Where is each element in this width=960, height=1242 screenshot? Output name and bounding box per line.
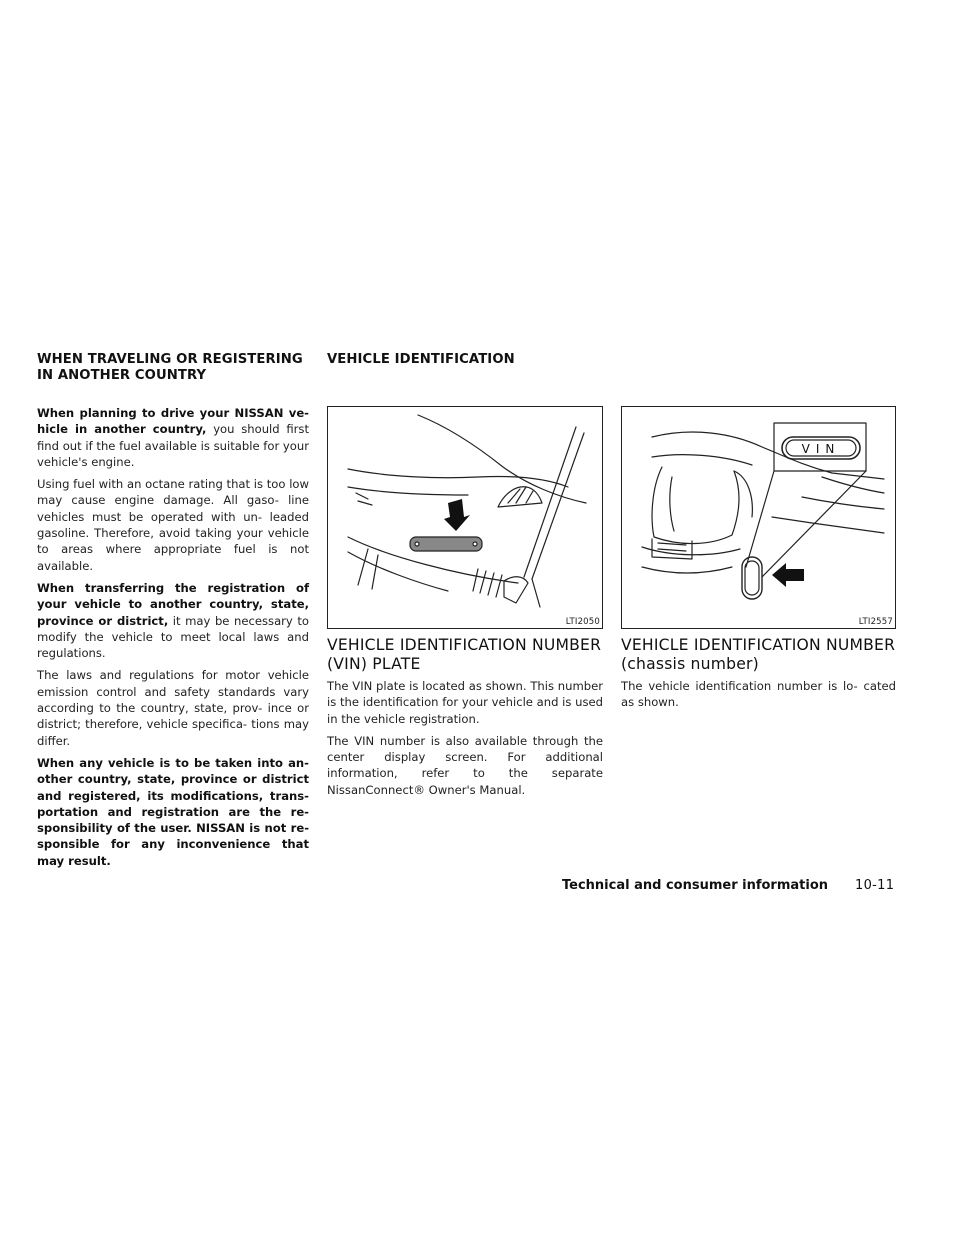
subtitle-line-1: VEHICLE IDENTIFICATION NUMBER [621, 636, 896, 654]
chassis-number-figure [621, 406, 896, 629]
subtitle-line-2: (VIN) PLATE [327, 655, 421, 673]
figure-code-vin-plate: LTI2050 [565, 617, 600, 627]
subtitle-line-2: (chassis number) [621, 655, 759, 673]
paragraph-octane: Using fuel with an octane rating that is too low may cause engine damage. All gaso- line vehicles must be operated with un- leaded gasoline. Therefore, avoid taking your vehicle to areas where appropriate fuel is not available. [37, 477, 309, 573]
chassis-body [621, 678, 896, 717]
section-heading-vehicle-identification: VEHICLE IDENTIFICATION [327, 352, 515, 367]
chassis-illustration [622, 407, 895, 628]
bold-lead-transferring: When transferring the registration of your vehicle to another country, state, province or district, [37, 580, 309, 628]
vin-plate-figure [327, 406, 603, 629]
page-number: 10-11 [855, 878, 895, 893]
paragraph-vin-location: The VIN plate is located as shown. This number is the identification for your vehicle and is used in the vehicle registration. [327, 679, 603, 726]
paragraph-rest: you should first find out if the fuel available is suitable for your vehicle's engine. [37, 422, 309, 469]
paragraph-rest: it may be necessary to modify the vehicle to meet local laws and regulations. [37, 613, 309, 661]
paragraph-planning [37, 405, 309, 470]
vin-label: VIN [801, 442, 841, 456]
heading-line-2: IN ANOTHER COUNTRY [37, 368, 207, 383]
section-heading-traveling [37, 352, 309, 384]
paragraph-vin-display: The VIN number is also available through the center display screen. For additional information, refer to the separate NissanConnect® Owner's Manual. [327, 733, 603, 797]
paragraph-responsibility [37, 755, 309, 869]
paragraph-laws: The laws and regulations for motor vehicle emission control and safety standards vary according to the country, state, prov- ince or district; therefore, vehicle specifica- tions may differ. [37, 668, 309, 748]
subtitle-vin-plate [327, 636, 617, 674]
subtitle-line-1: VEHICLE IDENTIFICATION NUMBER [327, 636, 602, 654]
traveling-body [37, 405, 309, 875]
heading-line-1: WHEN TRAVELING OR REGISTERING [37, 352, 303, 367]
bold-lead-planning: When planning to drive your NISSAN ve- hicle in another country, [37, 406, 309, 437]
paragraph-transferring [37, 580, 309, 661]
footer-section-label: Technical and consumer information [562, 878, 829, 893]
subtitle-chassis [621, 636, 911, 674]
paragraph-chassis-location: The vehicle identification number is lo- cated as shown. [621, 679, 896, 710]
bold-responsibility: When any vehicle is to be taken into an- other country, state, province or district and registered, its modifications, trans- portation and registration are the re- sponsibility of the user. NISSAN is not re- sponsible for any inconvenience that may result. [37, 755, 309, 868]
figure-code-chassis: LTI2557 [858, 617, 893, 627]
vin-plate-illustration [328, 407, 602, 628]
vin-plate-body [327, 678, 603, 804]
